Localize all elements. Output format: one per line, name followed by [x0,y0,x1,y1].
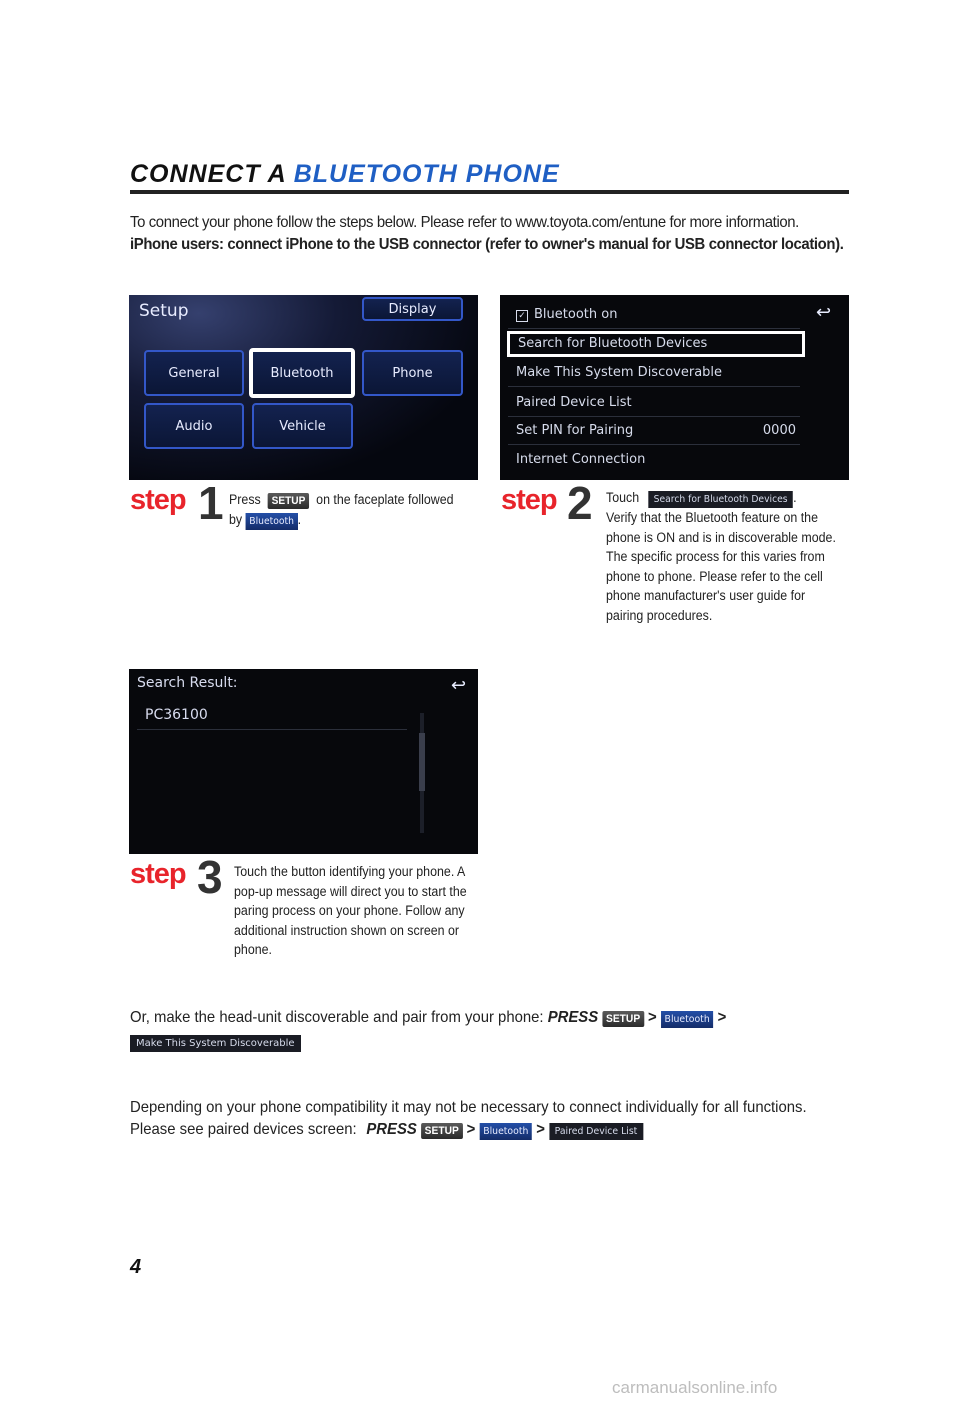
note-line-2: Please see paired devices screen: PRESS SETUP > Bluetooth > Paired Device List [130,1119,643,1141]
setup-chip: SETUP [268,493,309,509]
intro-line-1: To connect your phone follow the steps below. Please refer to www.toyota.com/entune for more information. [130,214,799,231]
step-2-label: step [501,484,557,516]
setup-chip: SETUP [602,1011,644,1027]
pin-value: 0000 [762,423,796,438]
discoverable-chip-row [130,1033,301,1052]
note-line-1: Depending on your phone compatibility it may not be necessary to connect individually for all functions. [130,1099,807,1116]
step-3-text: Touch the button identifying your phone. A pop-up message will direct you to start the paring process on your phone. Follow any additional instruction shown on screen or phone. [234,864,467,957]
alt-pairing-line: Or, make the head-unit discoverable and pair from your phone: PRESS SETUP > Bluetooth > [130,1009,727,1026]
setup-screen [129,295,478,480]
search-result-title: Search Result: [137,675,238,691]
vehicle-button[interactable]: Vehicle [252,403,353,449]
scroll-thumb[interactable] [419,733,425,791]
display-button[interactable]: Display [362,297,463,321]
bluetooth-chip: Bluetooth [246,513,298,530]
paired-device-chip: Paired Device List [549,1123,643,1140]
page-title [130,160,560,189]
checkbox-icon: ✓ [516,310,528,322]
watermark: carmanualsonline.info [612,1378,778,1397]
search-result-screen [129,669,478,854]
bluetooth-chip: Bluetooth [479,1123,532,1140]
step-2-text: Touch Search for Bluetooth Devices . Verify that the Bluetooth feature on the phone is ON and is in discoverable mode. The specific process for this varies from phone to phone. Please refer to the cell phone manufacturer's user guide for pairing procedures. [606,490,836,623]
bluetooth-button[interactable]: Bluetooth [249,348,355,398]
back-icon[interactable]: ↩ [451,675,467,695]
audio-button[interactable]: Audio [144,403,244,449]
intro-line-2: iPhone users: connect iPhone to the USB connector (refer to owner's manual for USB connector location). [130,236,844,253]
setup-screen-title: Setup [139,301,189,321]
step-1-number: 1 [198,477,224,529]
discoverable-item[interactable]: Make This System Discoverable [508,359,800,387]
paired-device-list-item[interactable]: Paired Device List [508,389,800,417]
page-number: 4 [130,1256,142,1278]
title-part-1: CONNECT A [130,160,286,188]
bluetooth-chip: Bluetooth [661,1011,714,1028]
device-name: PC36100 [145,707,208,723]
back-icon[interactable]: ↩ [816,302,832,322]
step-1-text: Press SETUP on the faceplate followed by Bluetooth . [229,490,477,530]
bluetooth-menu-screen [500,295,849,480]
search-devices-chip: Search for Bluetooth Devices [648,491,793,508]
note-press-label: PRESS [366,1121,417,1138]
title-part-2: BLUETOOTH PHONE [293,160,560,188]
device-row[interactable] [137,703,407,730]
intro-text [130,212,865,256]
setup-chip: SETUP [421,1123,463,1139]
step-3-label: step [130,858,186,890]
title-rule [130,190,849,194]
search-devices-item[interactable]: Search for Bluetooth Devices [507,331,805,357]
set-pin-item[interactable]: Set PIN for Pairing 0000 [508,417,800,445]
step-1-label: step [130,484,186,516]
internet-connection-item[interactable]: Internet Connection [516,452,646,467]
phone-button[interactable]: Phone [362,350,463,396]
discoverable-chip: Make This System Discoverable [130,1035,301,1052]
bluetooth-on-item[interactable]: ✓ Bluetooth on [508,301,800,329]
step-2-number: 2 [567,477,593,529]
alt-press-label: PRESS [547,1009,599,1026]
general-button[interactable]: General [144,350,244,396]
step-3-number: 3 [197,851,223,903]
